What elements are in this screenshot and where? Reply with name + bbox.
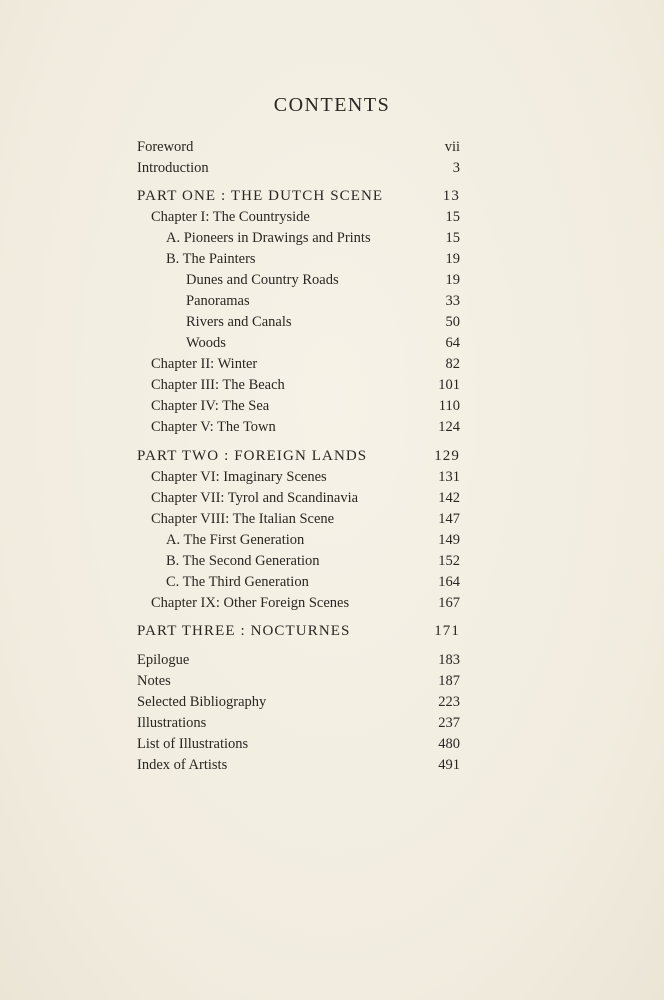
toc-entry-page: 223: [438, 694, 460, 710]
toc-part-two: [0, 446, 664, 467]
toc-part-one: [0, 186, 664, 207]
toc-entry-page: 171: [434, 623, 460, 639]
toc-entry-label: B. The Painters: [166, 251, 256, 267]
toc-entry-page: 480: [438, 736, 460, 752]
toc-entry-label: Epilogue: [137, 652, 190, 668]
toc-entry-page: 19: [445, 272, 460, 288]
toc-entry-label: Chapter I: The Countryside: [151, 209, 310, 225]
toc-entry-illustrations: [0, 713, 664, 734]
toc-entry-label: Chapter VIII: The Italian Scene: [151, 511, 335, 527]
toc-part-three: [0, 621, 664, 642]
toc-entry-page: 187: [438, 673, 460, 689]
toc-entry-label: B. The Second Generation: [166, 553, 320, 569]
toc-entry-page: 101: [438, 377, 460, 393]
toc-entry-page: 64: [445, 335, 460, 351]
toc-part-label: PART THREE : NOCTURNES: [137, 623, 351, 639]
toc-entry-label: Dunes and Country Roads: [186, 272, 339, 288]
toc-entry-page: 110: [438, 398, 460, 414]
toc-entry-label: List of Illustrations: [137, 736, 249, 752]
toc-entry-page: 129: [434, 448, 460, 464]
toc-entry-label: Chapter VII: Tyrol and Scandinavia: [151, 490, 359, 506]
toc-entry-chapter: [0, 375, 664, 396]
toc-entry-page: 149: [438, 532, 460, 548]
toc-entry-page: 19: [445, 251, 460, 267]
toc-entry-subsection: [0, 270, 664, 291]
toc-entry-bibliography: [0, 692, 664, 713]
toc-entry-list-of-illustrations: [0, 734, 664, 755]
toc-entry-label: Chapter II: Winter: [151, 356, 258, 372]
toc-entry-foreword: [0, 137, 664, 158]
toc-entry-section: [0, 228, 664, 249]
toc-entry-label: Chapter IV: The Sea: [151, 398, 270, 414]
toc-entry-label: Selected Bibliography: [137, 694, 267, 710]
toc-entry-page: 152: [438, 553, 460, 569]
toc-entry-chapter: [0, 509, 664, 530]
toc-entry-page: 131: [438, 469, 460, 485]
toc-entry-section: [0, 572, 664, 593]
toc-entry-label: A. The First Generation: [166, 532, 305, 548]
toc-entry-page: vii: [444, 139, 460, 155]
toc-entry-label: Index of Artists: [137, 757, 228, 773]
toc-entry-label: Chapter VI: Imaginary Scenes: [151, 469, 327, 485]
toc-entry-page: 164: [438, 574, 460, 590]
toc-entry-subsection: [0, 333, 664, 354]
toc-entry-label: Rivers and Canals: [186, 314, 292, 330]
toc-entry-chapter: [0, 207, 664, 228]
toc-entry-page: 13: [442, 188, 460, 204]
toc-entry-label: Introduction: [137, 160, 209, 176]
toc-entry-label: Notes: [137, 673, 171, 689]
toc-entry-page: 147: [438, 511, 460, 527]
toc-entry-chapter: [0, 593, 664, 614]
toc-entry-chapter: [0, 396, 664, 417]
toc-entry-chapter: [0, 417, 664, 438]
contents-heading: CONTENTS: [273, 94, 391, 116]
toc-entry-label: Chapter IX: Other Foreign Scenes: [151, 595, 350, 611]
toc-entry-section: [0, 551, 664, 572]
toc-part-label: PART TWO : FOREIGN LANDS: [137, 448, 368, 464]
toc-entry-page: 142: [438, 490, 460, 506]
toc-entry-page: 33: [445, 293, 460, 309]
toc-entry-subsection: [0, 291, 664, 312]
toc-entry-label: Woods: [186, 335, 226, 351]
toc-entry-page: 50: [445, 314, 460, 330]
toc-entry-subsection: [0, 312, 664, 333]
toc-entry-page: 15: [445, 230, 460, 246]
toc-entry-section: [0, 530, 664, 551]
toc-entry-label: C. The Third Generation: [166, 574, 309, 590]
toc-entry-page: 82: [445, 356, 460, 372]
toc-entry-label: Foreword: [137, 139, 194, 155]
toc-part-label: PART ONE : THE DUTCH SCENE: [137, 188, 384, 204]
toc-entry-page: 124: [438, 419, 460, 435]
toc-entry-notes: [0, 671, 664, 692]
toc-entry-index: [0, 755, 664, 776]
toc-entry-page: 15: [445, 209, 460, 225]
toc-entry-section: [0, 249, 664, 270]
toc-entry-page: 3: [452, 160, 460, 176]
toc-entry-chapter: [0, 488, 664, 509]
toc-entry-page: 237: [438, 715, 460, 731]
toc-entry-label: A. Pioneers in Drawings and Prints: [166, 230, 371, 246]
toc-entry-label: Chapter III: The Beach: [151, 377, 285, 393]
toc-entry-label: Chapter V: The Town: [151, 419, 276, 435]
toc-entry-epilogue: [0, 650, 664, 671]
toc-entry-label: Panoramas: [186, 293, 250, 309]
toc-entry-introduction: [0, 158, 664, 179]
toc-entry-chapter: [0, 467, 664, 488]
toc-entry-page: 491: [438, 757, 460, 773]
toc-entry-chapter: [0, 354, 664, 375]
toc-entry-label: Illustrations: [137, 715, 207, 731]
toc-entry-page: 167: [438, 595, 460, 611]
toc-entry-page: 183: [438, 652, 460, 668]
